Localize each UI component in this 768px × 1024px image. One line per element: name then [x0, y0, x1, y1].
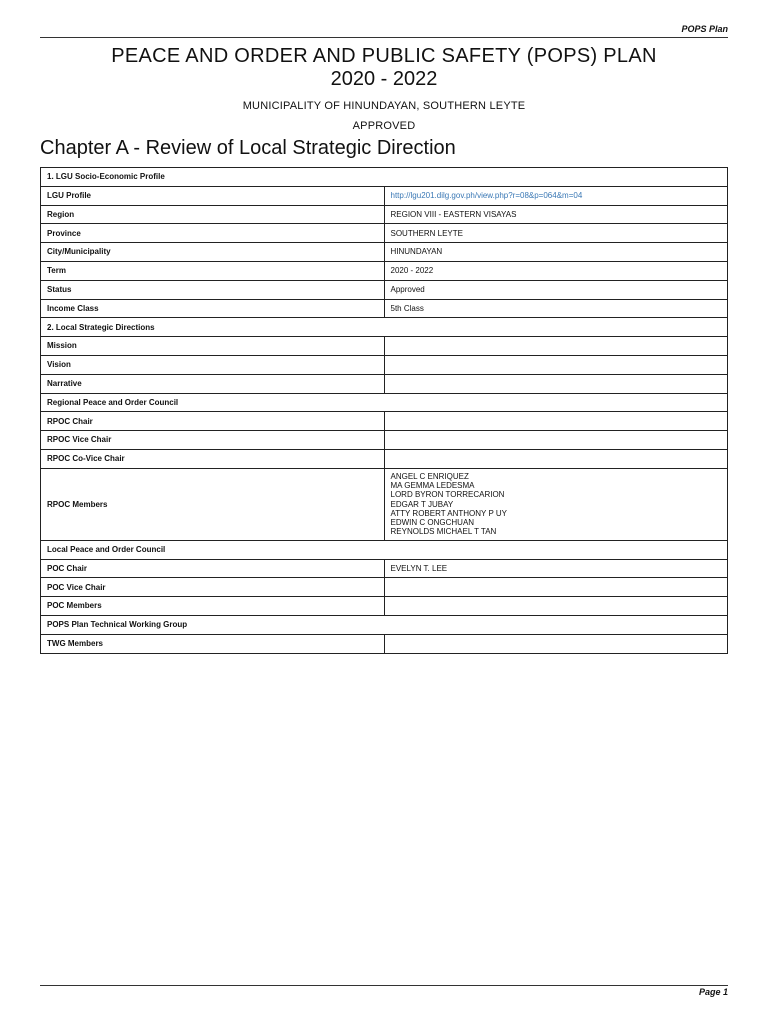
rpoc-vice-chair-label: RPOC Vice Chair	[41, 431, 385, 450]
poc-chair-label: POC Chair	[41, 559, 385, 578]
twg-members-label: TWG Members	[41, 634, 385, 653]
rpoc-chair-value	[384, 412, 728, 431]
mission-value	[384, 337, 728, 356]
section-poc: Local Peace and Order Council	[41, 540, 728, 559]
document-years: 2020 - 2022	[330, 68, 438, 90]
approval-status: APPROVED	[352, 120, 416, 132]
table-row	[41, 280, 728, 299]
rpoc-member: REYNOLDS MICHAEL T TAN	[390, 527, 497, 537]
rpoc-member: MA GEMMA LEDESMA	[390, 481, 475, 490]
table-section-row	[41, 318, 728, 337]
table-row	[41, 355, 728, 374]
table-section-row	[41, 540, 728, 559]
poc-members-label: POC Members	[41, 597, 385, 616]
table-section-row	[41, 393, 728, 412]
rpoc-member: ANGEL C ENRIQUEZ	[390, 471, 469, 481]
narrative-label: Narrative	[41, 374, 385, 393]
region-label: Region	[41, 205, 385, 224]
document-title: PEACE AND ORDER AND PUBLIC SAFETY (POPS) PLAN	[111, 45, 657, 67]
rpoc-chair-label: RPOC Chair	[41, 412, 385, 431]
term-value: 2020 - 2022	[384, 261, 728, 280]
section-strategic-directions: 2. Local Strategic Directions	[41, 318, 728, 337]
table-row	[41, 205, 728, 224]
term-label: Term	[41, 261, 385, 280]
table-section-row	[41, 615, 728, 634]
rpoc-member: EDGAR T JUBAY	[390, 499, 454, 509]
rpoc-vice-chair-value	[384, 431, 728, 450]
poc-chair-value: EVELYN T. LEE	[384, 559, 728, 578]
rpoc-members-label: RPOC Members	[41, 468, 385, 540]
poc-vice-chair-label: POC Vice Chair	[41, 578, 385, 597]
rpoc-member: EDWIN C ONGCHUAN	[390, 518, 475, 528]
table-row	[41, 299, 728, 318]
table-row	[41, 431, 728, 450]
status-value: Approved	[384, 280, 728, 299]
status-label: Status	[41, 280, 385, 299]
strategic-direction-table	[40, 167, 728, 654]
table-row	[41, 449, 728, 468]
municipality-heading: MUNICIPALITY OF HINUNDAYAN, SOUTHERN LEYTE	[242, 100, 526, 112]
rpoc-co-vice-chair-value	[384, 449, 728, 468]
vision-value	[384, 355, 728, 374]
table-row	[41, 224, 728, 243]
page-number: Page 1	[698, 987, 728, 997]
table-row	[41, 261, 728, 280]
lgu-profile-link[interactable]: http://lgu201.dilg.gov.ph/view.php?r=08&p=064&m=04	[384, 186, 728, 205]
narrative-value	[384, 374, 728, 393]
mission-label: Mission	[41, 337, 385, 356]
province-value: SOUTHERN LEYTE	[384, 224, 728, 243]
income-class-value: 5th Class	[384, 299, 728, 318]
rpoc-co-vice-chair-label: RPOC Co-Vice Chair	[41, 449, 385, 468]
table-row	[41, 597, 728, 616]
income-class-label: Income Class	[41, 299, 385, 318]
city-label: City/Municipality	[41, 243, 385, 262]
table-row	[41, 578, 728, 597]
table-row	[41, 634, 728, 653]
city-value: HINUNDAYAN	[384, 243, 728, 262]
table-row	[41, 243, 728, 262]
poc-members-value	[384, 597, 728, 616]
rpoc-member: LORD BYRON TORRECARION	[390, 490, 505, 500]
table-row	[41, 374, 728, 393]
table-row	[41, 186, 728, 205]
vision-label: Vision	[41, 355, 385, 374]
header-divider	[40, 37, 728, 38]
chapter-title: Chapter A - Review of Local Strategic Direction	[40, 137, 456, 159]
table-section-row	[41, 168, 728, 187]
document-title-block	[40, 44, 728, 133]
lgu-profile-label: LGU Profile	[41, 186, 385, 205]
table-row	[41, 559, 728, 578]
section-rpoc: Regional Peace and Order Council	[41, 393, 728, 412]
section-twg: POPS Plan Technical Working Group	[41, 615, 728, 634]
region-value: REGION VIII - EASTERN VISAYAS	[384, 205, 728, 224]
rpoc-members-list	[384, 468, 728, 540]
table-row	[41, 412, 728, 431]
province-label: Province	[41, 224, 385, 243]
table-row	[41, 337, 728, 356]
rpoc-member: ATTY ROBERT ANTHONY P UY	[390, 508, 507, 518]
table-row	[41, 468, 728, 540]
footer-divider	[40, 985, 728, 986]
poc-vice-chair-value	[384, 578, 728, 597]
section-lgu-profile: 1. LGU Socio-Economic Profile	[41, 168, 728, 187]
twg-members-value	[384, 634, 728, 653]
running-header: POPS Plan	[681, 24, 728, 34]
